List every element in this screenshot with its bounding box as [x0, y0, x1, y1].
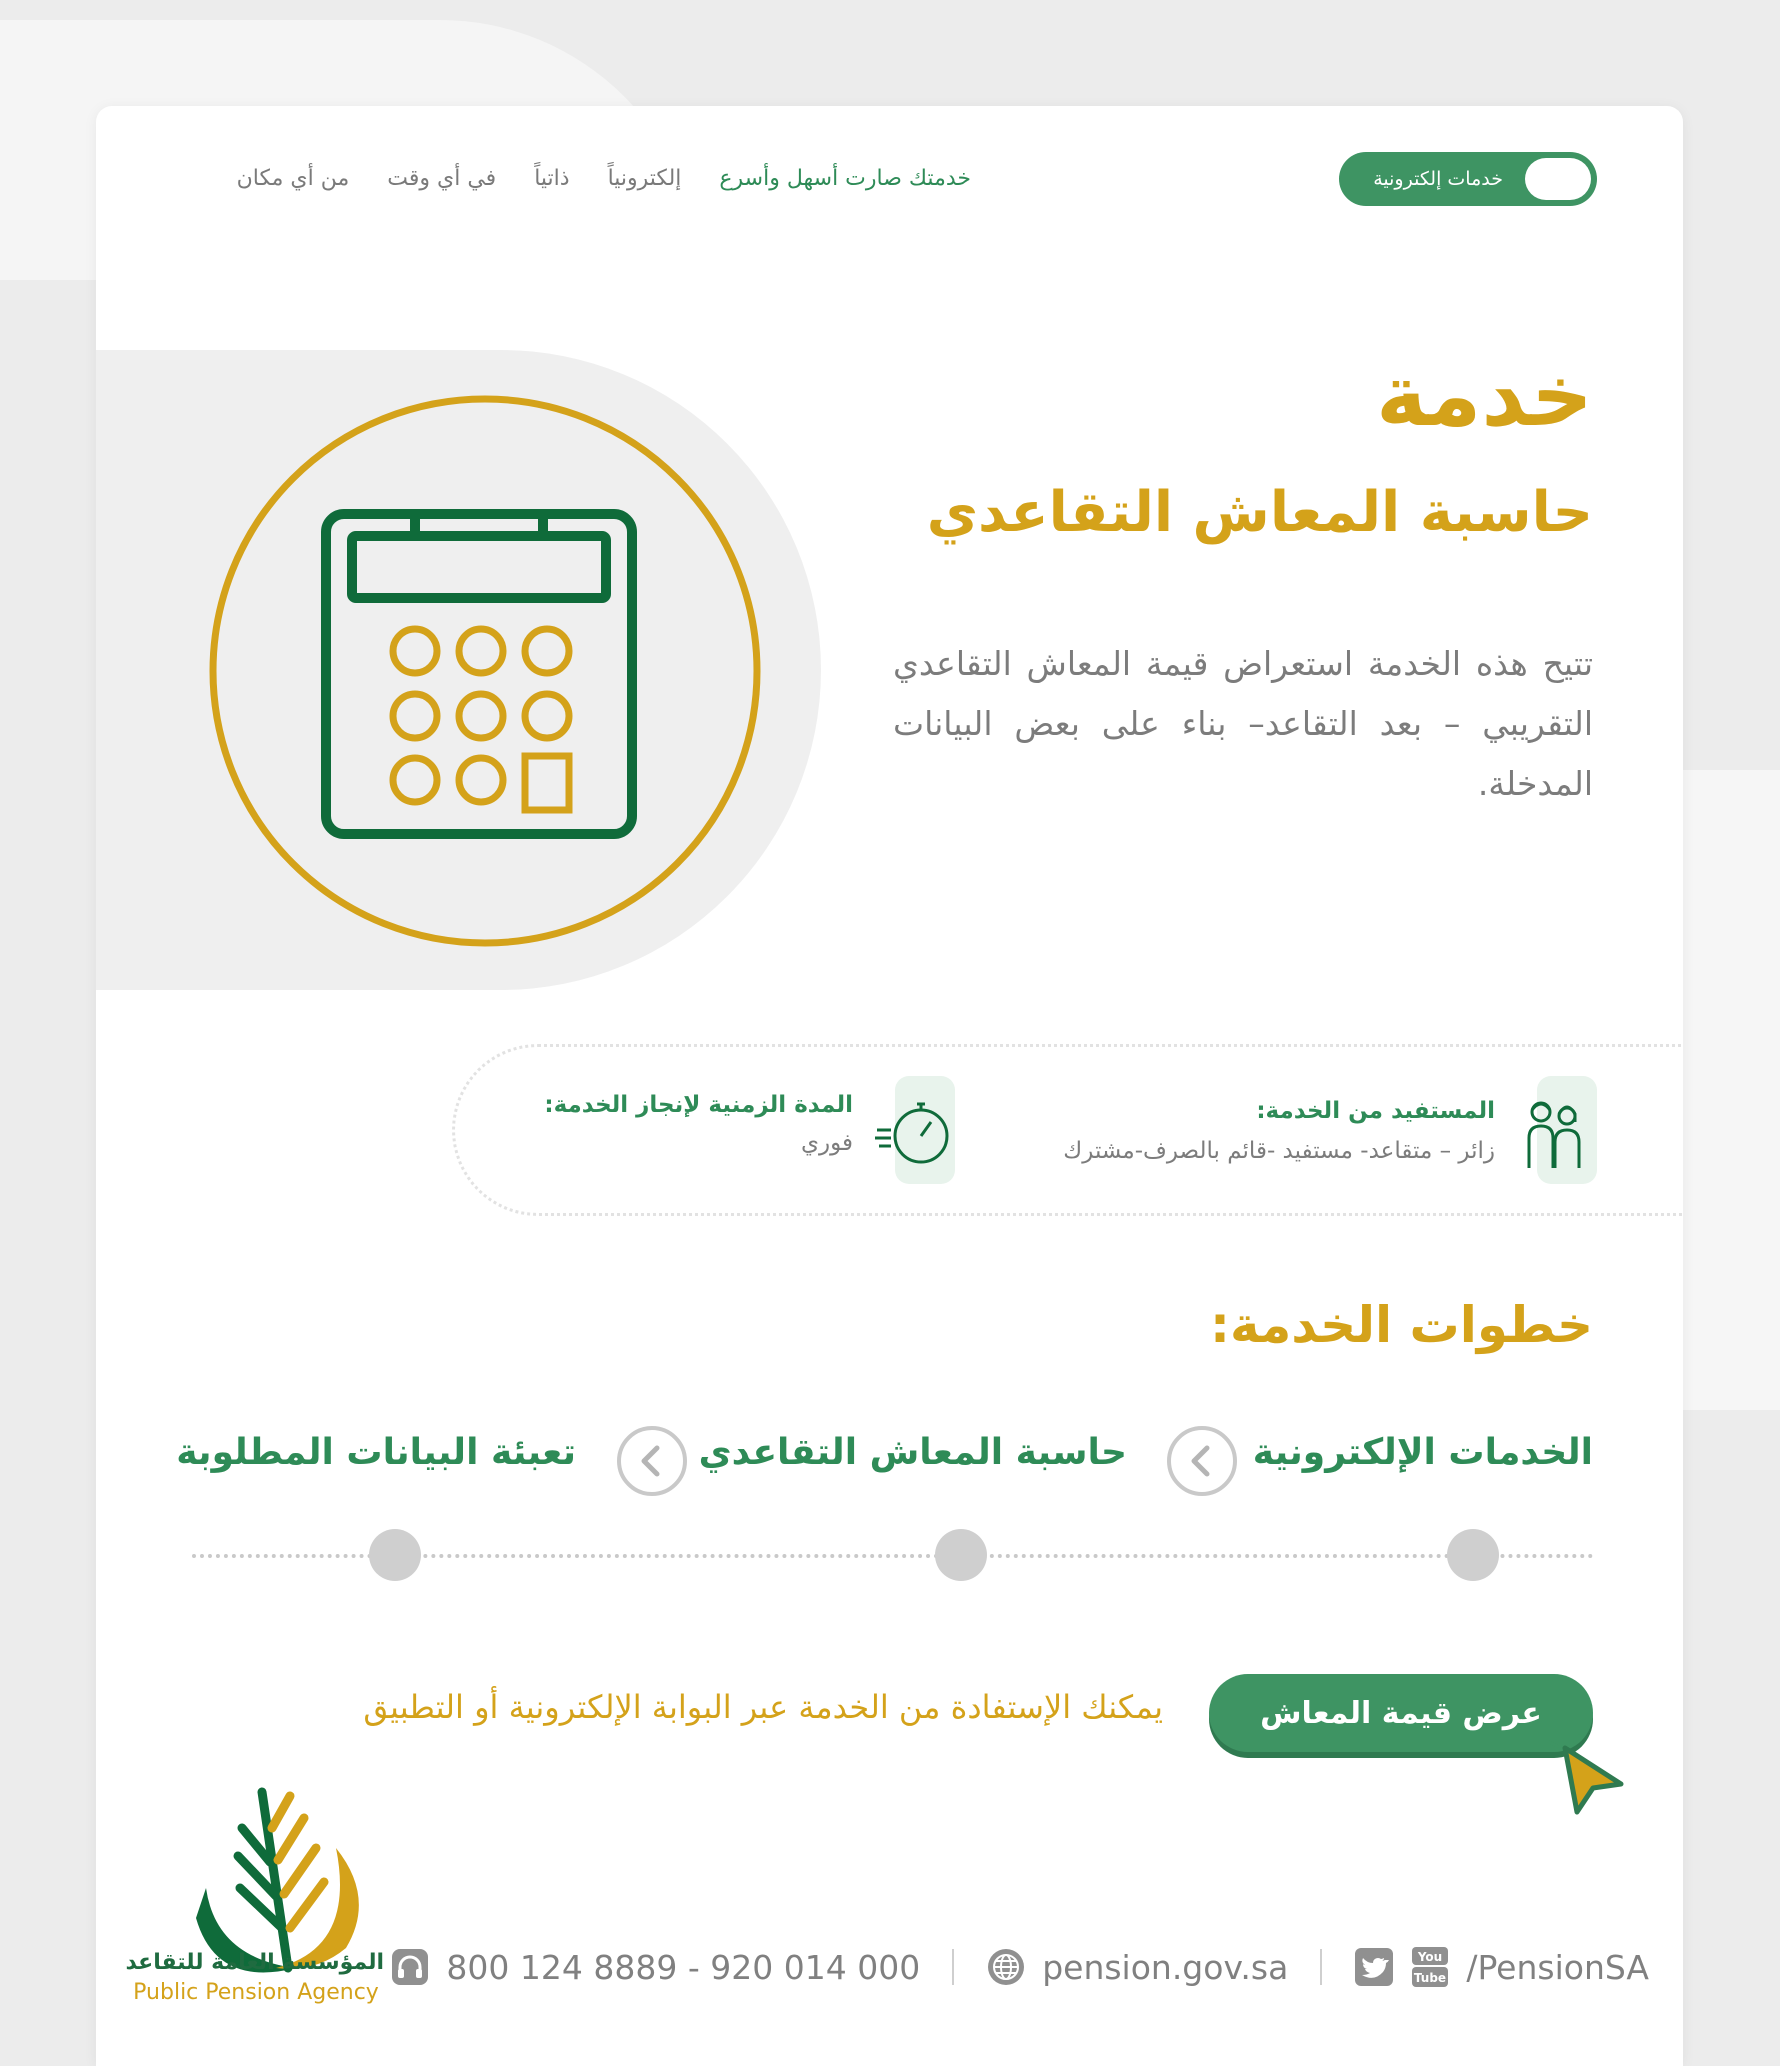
tagline-highlight: خدمتك صارت أسهل وأسرع — [719, 165, 971, 191]
people-icon — [1513, 1092, 1593, 1172]
headset-icon — [390, 1947, 430, 1987]
footer-contacts — [390, 1942, 1649, 1992]
twitter-icon[interactable] — [1354, 1947, 1394, 1987]
tagline-item: في أي وقت — [387, 165, 497, 191]
divider — [952, 1949, 954, 1985]
youtube-icon-text: You — [1418, 1950, 1443, 1964]
service-info-strip — [452, 1044, 1683, 1216]
tagline-item: ذاتياً — [534, 165, 570, 191]
stopwatch-icon — [873, 1090, 957, 1174]
timeline-dot — [935, 1529, 987, 1581]
website-link[interactable]: pension.gov.sa — [1042, 1947, 1289, 1987]
page-title: خدمة — [1375, 346, 1593, 446]
timeline-dot — [369, 1529, 421, 1581]
social-handle[interactable]: /PensionSA — [1466, 1947, 1649, 1987]
beneficiary-text: زائر – متقاعد- مستفيد -قائم بالصرف-مشترك — [1063, 1138, 1495, 1164]
globe-icon — [986, 1947, 1026, 1987]
step-eservices: الخدمات الإلكترونية — [1252, 1432, 1593, 1473]
toggle-knob — [1525, 158, 1591, 200]
cursor-icon — [1543, 1726, 1633, 1816]
timeline-dot — [1447, 1529, 1499, 1581]
step-fill-data: تعبئة البيانات المطلوبة — [176, 1432, 576, 1473]
service-card — [96, 106, 1683, 2066]
view-pension-button[interactable]: عرض قيمة المعاش — [1209, 1674, 1593, 1752]
duration-text: فوري — [801, 1130, 853, 1156]
toggle-label: خدمات إلكترونية — [1373, 168, 1503, 190]
chevron-left-icon — [1167, 1426, 1237, 1496]
tagline-item: من أي مكان — [236, 165, 350, 191]
step-pension-calculator: حاسبة المعاش التقاعدي — [698, 1432, 1127, 1473]
service-name: حاسبة المعاش التقاعدي — [926, 480, 1593, 545]
tagline — [237, 156, 971, 200]
pension-agency-logo — [166, 1778, 406, 1978]
service-description: تتيح هذه الخدمة استعراض قيمة المعاش التقاعدي التقريبي – بعد التقاعد– بناء على بعض البيانات المدخلة. — [893, 644, 1593, 803]
youtube-icon-text: Tube — [1414, 1971, 1447, 1985]
logo-text-english: Public Pension Agency — [133, 1980, 379, 2005]
eservices-toggle[interactable] — [1339, 152, 1597, 206]
steps-title: خطوات الخدمة: — [1210, 1296, 1593, 1354]
logo-text-arabic: المؤسسة العامة للتقاعد — [125, 1950, 384, 1975]
chevron-left-icon — [617, 1426, 687, 1496]
cta-text: يمكنك الإستفادة من الخدمة عبر البوابة الإلكترونية أو التطبيق — [363, 1688, 1163, 1726]
tagline-item: إلكترونياً — [607, 165, 682, 191]
calculator-icon — [208, 394, 762, 948]
beneficiary-title: المستفيد من الخدمة: — [1256, 1098, 1495, 1124]
duration-title: المدة الزمنية لإنجاز الخدمة: — [544, 1092, 853, 1118]
divider — [1320, 1949, 1322, 1985]
phone-numbers[interactable]: 800 124 8889 - 920 014 000 — [446, 1947, 921, 1987]
youtube-icon[interactable] — [1410, 1947, 1450, 1987]
